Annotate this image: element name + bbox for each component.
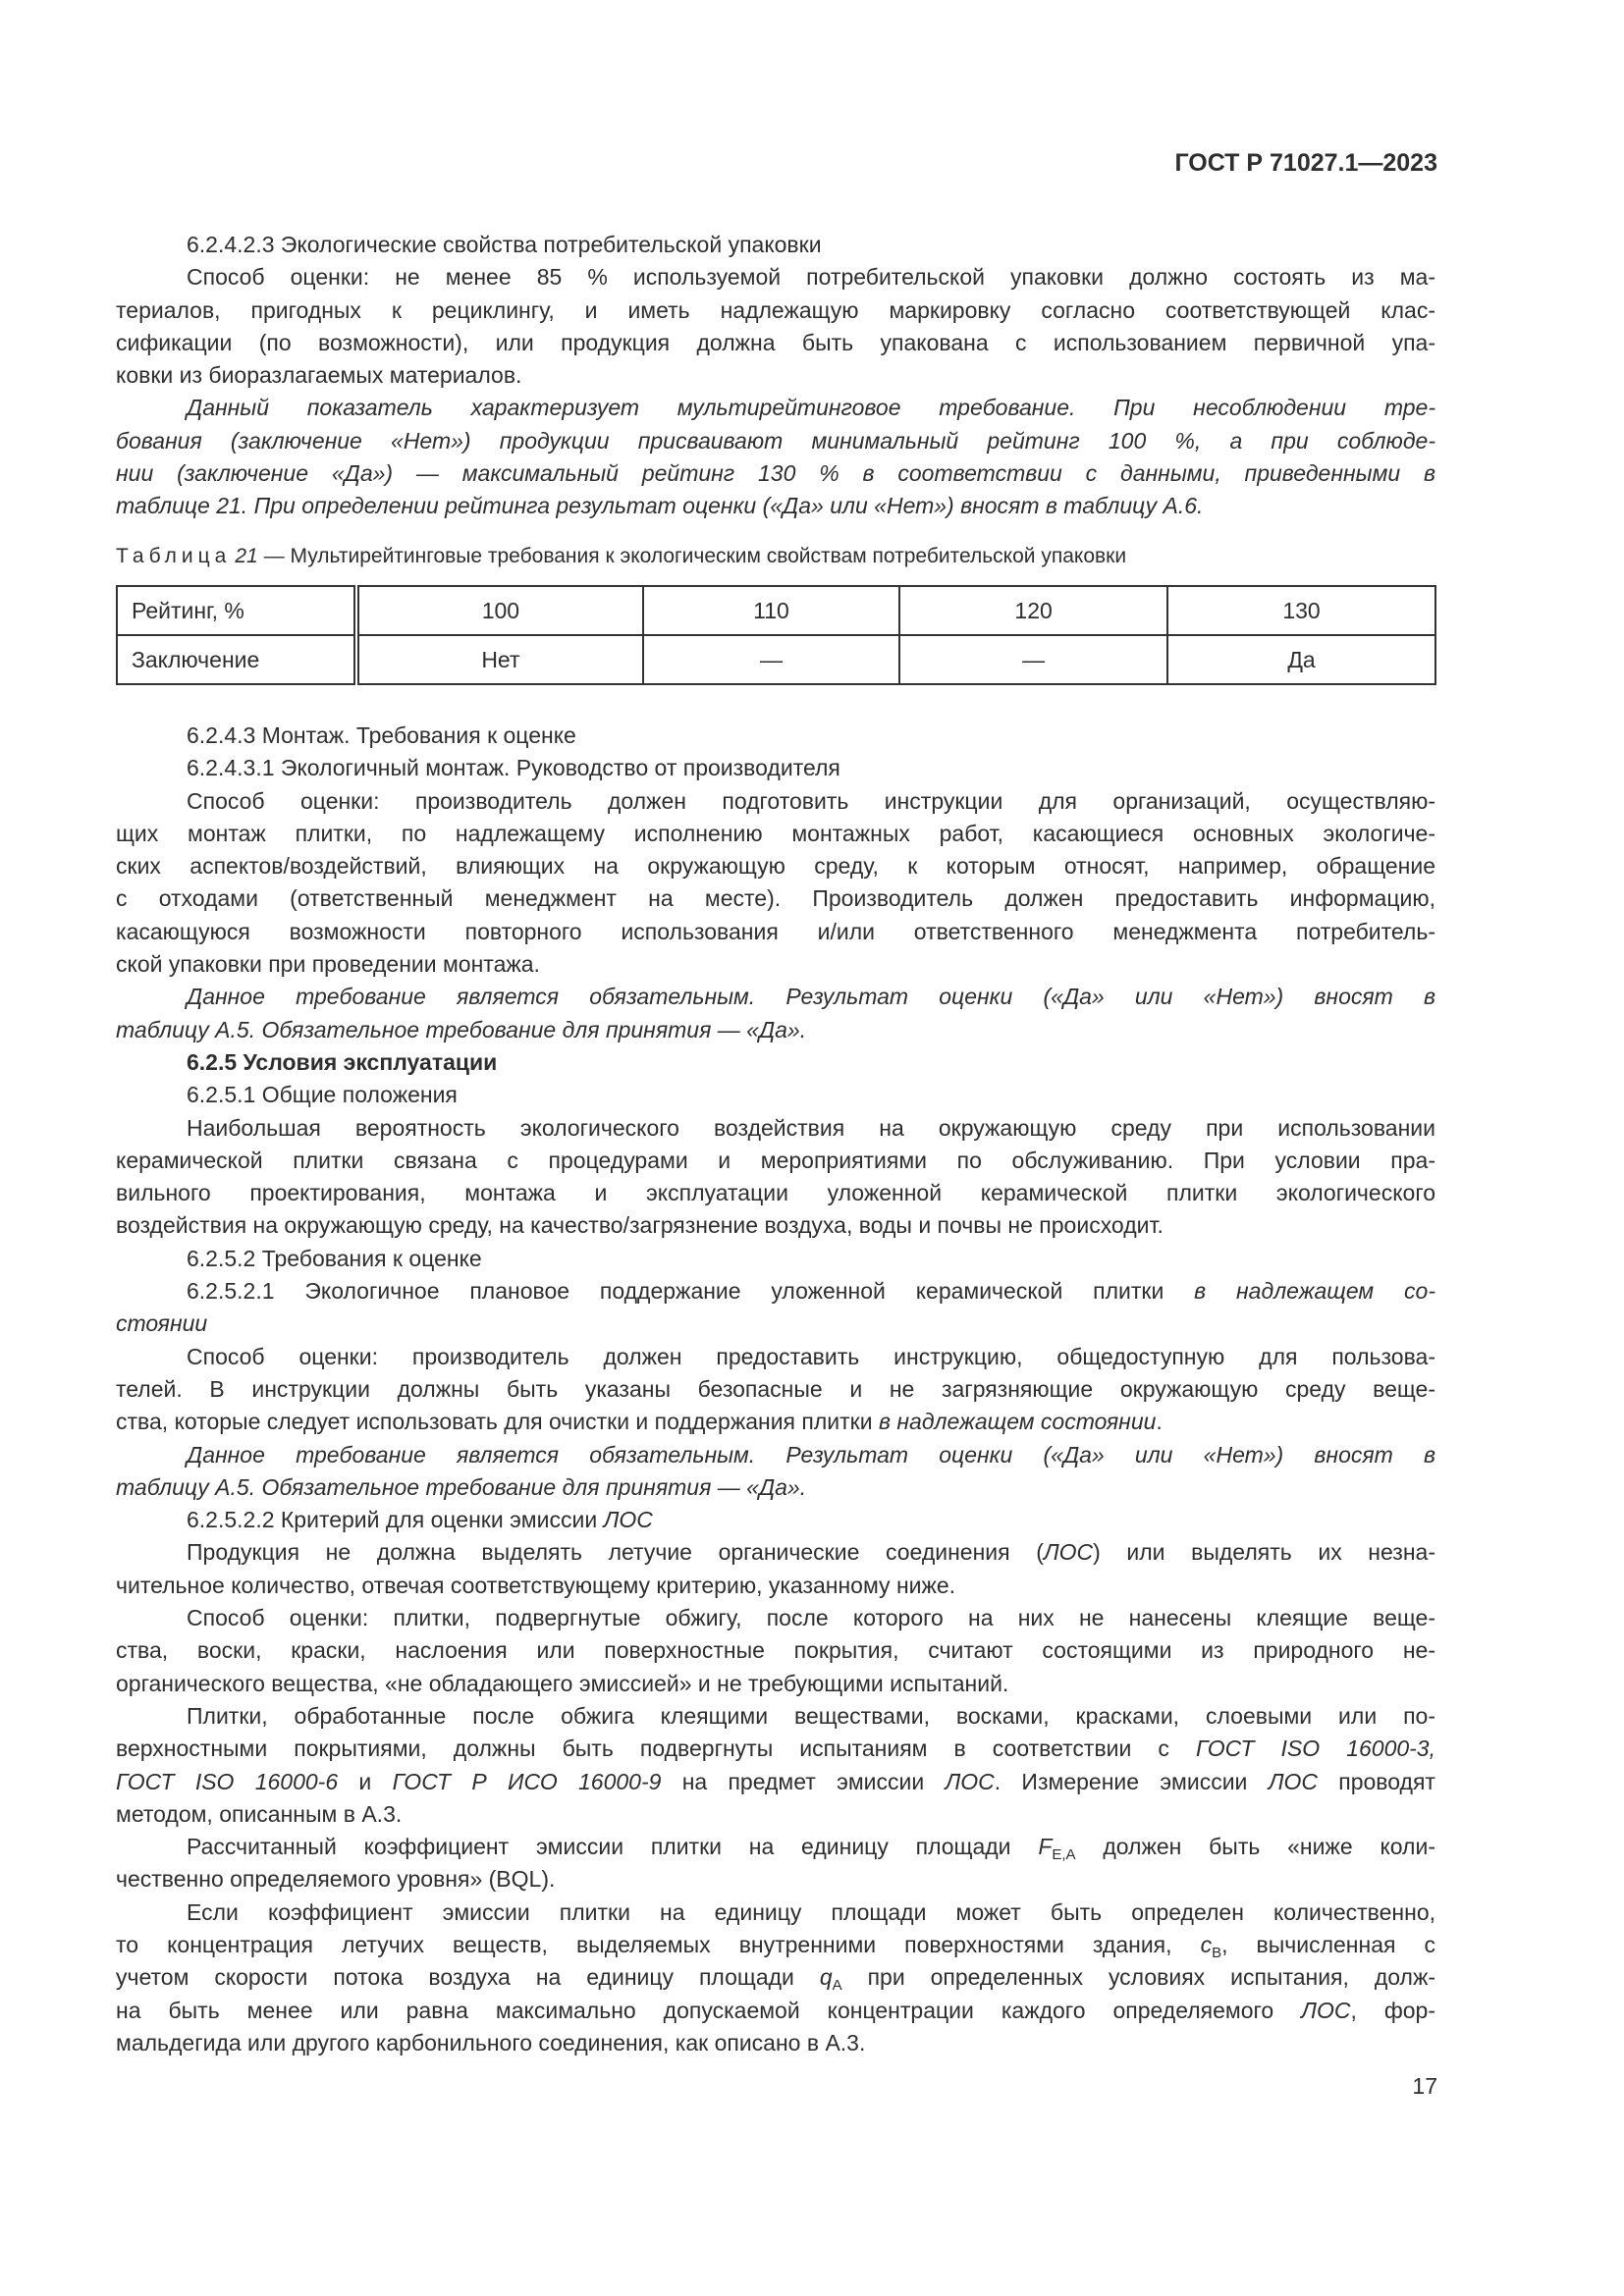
row-label: Заключение: [117, 635, 356, 684]
text-line: [116, 2027, 1435, 2059]
text-segment: ГОСТ Р ИСО 16000-9: [392, 1768, 662, 1794]
text-segment: учетом скорости потока воздуха на единицу площади: [116, 1964, 820, 1991]
paragraph: [116, 1602, 1435, 1700]
paragraph: [116, 261, 1435, 392]
text-segment: Способ оценки: производитель должен предоставить инструкцию, общедоступную для пользова-: [187, 1343, 1435, 1369]
text-segment: вильного проектирования, монтажа и эксплуатации уложенной керамической плитки экологического: [116, 1180, 1435, 1206]
text-line: [116, 392, 1435, 424]
text-segment: мальдегида или другого карбонильного соединения, как описано в А.3.: [116, 2029, 866, 2056]
text-segment: .: [1156, 1409, 1163, 1435]
text-segment: при определенных условиях испытания, долж-: [841, 1964, 1436, 1991]
table-cell: 130: [1167, 586, 1435, 635]
text-segment: 6.2.5.1 Общие положения: [187, 1082, 458, 1108]
text-segment: с отходами (ответственный менеджмент на месте). Производитель должен предоставить информацию,: [116, 885, 1435, 912]
text-segment: Данное требование является обязательным. Результат оценки («Да» или «Нет») вносят в: [187, 1441, 1435, 1468]
text-line: [116, 229, 1435, 261]
text-line: [116, 1536, 1435, 1569]
text-segment: сификации (по возможности), или продукция должна быть упакована с использованием первичной упа-: [116, 329, 1435, 355]
text-line: [116, 1046, 1435, 1079]
text-segment: ГОСТ ISO 16000-3,: [1195, 1735, 1435, 1762]
table-caption-prefix: Таблица: [116, 545, 232, 567]
text-line: [116, 425, 1435, 457]
text-segment: в надлежащем со-: [1194, 1278, 1435, 1305]
text-segment: F: [1038, 1834, 1053, 1860]
text-segment: ) или выделять их незна-: [1093, 1539, 1435, 1566]
text-segment: Способ оценки: производитель должен подготовить инструкции для организаций, осуществляю-: [187, 787, 1435, 814]
text-segment: ЛОС: [1268, 1768, 1318, 1794]
page-number: 17: [1412, 2073, 1437, 2099]
text-segment: ЛОС: [1301, 1997, 1351, 2023]
table-cell: 120: [899, 586, 1167, 635]
text-line: [116, 261, 1435, 294]
paragraph: [116, 1504, 1435, 1536]
text-line: [116, 720, 1435, 752]
paragraph: [116, 1112, 1435, 1243]
text-line: [116, 1341, 1435, 1373]
text-segment: c: [1200, 1931, 1213, 1957]
paragraph: [116, 229, 1435, 261]
subscript: A: [832, 1977, 842, 1995]
text-segment: методом, описанным в А.3.: [116, 1800, 403, 1827]
paragraph: [116, 752, 1435, 784]
text-line: [116, 1209, 1435, 1242]
text-line: [116, 752, 1435, 784]
text-line: [116, 1373, 1435, 1406]
text-segment: 6.2.4.2.3 Экологические свойства потребительской упаковки: [187, 232, 822, 257]
text-segment: Данный показатель характеризует мультирейтинговое требование. При несоблюдении тре-: [187, 395, 1435, 421]
text-segment: 6.2.4.3 Монтаж. Требования к оценке: [187, 722, 576, 748]
text-segment: то концентрация летучих веществ, выделяемых внутренними поверхностями здания,: [116, 1931, 1201, 1957]
text-segment: телей. В инструкции должны быть указаны безопасные и не загрязняющие окружающую среду веще-: [116, 1375, 1435, 1402]
text-segment: ЛОС: [945, 1768, 995, 1794]
paragraph: [116, 1341, 1435, 1439]
text-segment: касающуюся возможности повторного использования и/или ответственного менеджмента потребитель-: [116, 918, 1435, 944]
subscript: B: [1212, 1944, 1222, 1961]
text-segment: чественно определяемого уровня» (BQL).: [116, 1866, 556, 1893]
table-row: [117, 635, 1435, 684]
text-segment: стоянии: [116, 1310, 208, 1337]
paragraph: [116, 1275, 1435, 1341]
text-line: [116, 490, 1435, 522]
text-line: [116, 1929, 1435, 1961]
paragraph: [116, 1243, 1435, 1275]
text-line: [116, 359, 1435, 392]
paragraph: [116, 1439, 1435, 1505]
text-segment: 6.2.5.2.2 Критерий для оценки эмиссии: [187, 1507, 604, 1533]
text-segment: керамической плитки связана с процедурами и мероприятиями по обслуживанию. При условии пра-: [116, 1147, 1435, 1173]
text-segment: Продукция не должна выделять летучие органические соединения (: [187, 1539, 1044, 1566]
text-segment: Рассчитанный коэффициент эмиссии плитки на единицу площади: [187, 1834, 1039, 1860]
text-segment: 6.2.5.2 Требования к оценке: [187, 1245, 482, 1271]
text-line: [116, 1733, 1435, 1765]
subscript: E,A: [1052, 1846, 1076, 1864]
text-line: [116, 1961, 1435, 1994]
paragraph: [116, 392, 1435, 522]
text-segment: териалов, пригодных к рециклингу, и иметь надлежащую маркировку согласно соответствующей клас-: [116, 296, 1435, 323]
text-segment: на быть менее или равна максимально допускаемой концентрации каждого определяемого: [116, 1997, 1302, 2023]
paragraph: [116, 1046, 1435, 1079]
paragraph: [116, 981, 1435, 1046]
text-line: [116, 1079, 1435, 1111]
text-segment: Способ оценки: плитки, подвергнутые обжигу, после которого на них не нанесены клеящие веще-: [187, 1605, 1435, 1631]
text-line: [116, 1700, 1435, 1733]
paragraph: [116, 785, 1435, 982]
text-segment: проводят: [1317, 1768, 1435, 1794]
text-segment: ских аспектов/воздействий, влияющих на окружающую среду, к которым относят, например, обращение: [116, 853, 1435, 880]
text-segment: Плитки, обработанные после обжига клеящими веществами, восками, красками, слоевыми или по-: [187, 1702, 1435, 1729]
text-line: [116, 850, 1435, 882]
text-line: [116, 1112, 1435, 1145]
text-segment: ской упаковки при проведении монтажа.: [116, 951, 540, 978]
text-line: [116, 1243, 1435, 1275]
text-segment: ковки из биоразлагаемых материалов.: [116, 362, 522, 389]
text-line: [116, 1570, 1435, 1602]
text-segment: на предмет эмиссии: [661, 1768, 946, 1794]
table-row: [117, 586, 1435, 635]
text-segment: , вычисленная с: [1221, 1931, 1435, 1957]
table-caption-number: 21: [235, 545, 258, 567]
text-segment: 6.2.5 Условия эксплуатации: [187, 1048, 498, 1075]
text-block-packaging: [116, 229, 1435, 523]
text-segment: должен быть «ниже коли-: [1075, 1834, 1435, 1860]
text-line: [116, 1504, 1435, 1536]
text-line: [116, 882, 1435, 915]
text-segment: таблицу А.5. Обязательное требование для принятия — «Да».: [116, 1473, 807, 1500]
text-segment: ГОСТ ISO 16000-6: [116, 1768, 339, 1794]
text-segment: Данное требование является обязательным. Результат оценки («Да» или «Нет») вносят в: [187, 984, 1435, 1010]
text-segment: , фор-: [1350, 1997, 1435, 2023]
text-line: [116, 981, 1435, 1013]
text-line: [116, 1831, 1435, 1863]
text-line: [116, 1668, 1435, 1700]
table-caption: [116, 545, 1126, 568]
text-line: [116, 1896, 1435, 1929]
text-line: [116, 916, 1435, 948]
text-segment: Способ оценки: не менее 85 % используемой потребительской упаковки должно состоять из ма-: [187, 264, 1435, 291]
text-line: [116, 294, 1435, 327]
document-number-header: ГОСТ Р 71027.1—2023: [1174, 149, 1437, 177]
text-segment: нии (заключение «Да») — максимальный рейтинг 130 % в соответствии с данными, приведенными в: [116, 460, 1435, 487]
paragraph: [116, 1700, 1435, 1831]
text-segment: органического вещества, «не обладающего эмиссией» и не требующими испытаний.: [116, 1670, 1009, 1696]
paragraph: [116, 1896, 1435, 2059]
text-segment: таблицу А.5. Обязательное требование для принятия — «Да».: [116, 1016, 807, 1042]
text-line: [116, 1995, 1435, 2027]
text-segment: Если коэффициент эмиссии плитки на единицу площади может быть определен количественно,: [187, 1898, 1435, 1925]
text-segment: ства, которые следует использовать для очистки и поддержания плитки: [116, 1409, 879, 1435]
text-segment: . Измерение эмиссии: [994, 1768, 1269, 1794]
text-line: [116, 1798, 1435, 1831]
text-segment: чительное количество, отвечая соответствующему критерию, указанному ниже.: [116, 1572, 956, 1598]
text-segment: ЛОС: [1043, 1539, 1094, 1566]
paragraph: [116, 1079, 1435, 1111]
text-segment: и: [338, 1768, 393, 1794]
text-line: [116, 1634, 1435, 1667]
text-line: [116, 818, 1435, 850]
text-segment: воздействия на окружающую среду, на качество/загрязнение воздуха, воды и почвы не происходит.: [116, 1212, 1164, 1239]
paragraph: [116, 1536, 1435, 1602]
text-line: [116, 1308, 1435, 1340]
text-segment: 6.2.4.3.1 Экологичный монтаж. Руководство от производителя: [187, 755, 840, 781]
text-segment: q: [819, 1964, 833, 1991]
row-label: Рейтинг, %: [117, 586, 356, 635]
paragraph: [116, 720, 1435, 752]
text-line: [116, 1439, 1435, 1471]
text-segment: таблице 21. При определении рейтинга результат оценки («Да» или «Нет») вносят в таблицу А.6.: [116, 493, 1204, 519]
text-line: [116, 1177, 1435, 1209]
text-line: [116, 1863, 1435, 1896]
table-caption-text: — Мультирейтинговые требования к экологическим свойствам потребительской упаковки: [263, 545, 1127, 567]
text-line: [116, 1145, 1435, 1177]
text-segment: ЛОС: [603, 1507, 653, 1533]
table-cell: Нет: [356, 635, 643, 684]
text-segment: в надлежащем состоянии: [878, 1409, 1157, 1435]
text-segment: 6.2.5.2.1 Экологичное плановое поддержание уложенной керамической плитки: [187, 1278, 1195, 1305]
paragraph: [116, 1831, 1435, 1896]
text-line: [116, 1602, 1435, 1634]
table-cell: 100: [356, 586, 643, 635]
text-line: [116, 1014, 1435, 1046]
text-line: [116, 1406, 1435, 1438]
rating-table: [116, 585, 1436, 685]
text-segment: щих монтаж плитки, по надлежащему исполнению монтажных работ, касающиеся основных экологиче-: [116, 820, 1435, 846]
text-line: [116, 1471, 1435, 1504]
table-cell: —: [643, 635, 899, 684]
text-segment: верхностными покрытиями, должны быть подвергнуты испытаниям в соответствии с: [116, 1735, 1196, 1762]
text-block-installation-operation: [116, 720, 1435, 2059]
text-line: [116, 948, 1435, 981]
text-segment: бования (заключение «Нет») продукции присваивают минимальный рейтинг 100 %, а при соблюде-: [116, 427, 1435, 454]
text-line: [116, 457, 1435, 490]
table-cell: 110: [643, 586, 899, 635]
text-segment: ства, воски, краски, наслоения или поверхностные покрытия, считают состоящими из природного не-: [116, 1637, 1435, 1664]
text-segment: Наибольшая вероятность экологического воздействия на окружающую среду при использовании: [187, 1114, 1435, 1141]
text-line: [116, 1766, 1435, 1798]
table-cell: —: [899, 635, 1167, 684]
text-line: [116, 785, 1435, 818]
text-line: [116, 1275, 1435, 1308]
text-line: [116, 327, 1435, 359]
table-cell: Да: [1167, 635, 1435, 684]
